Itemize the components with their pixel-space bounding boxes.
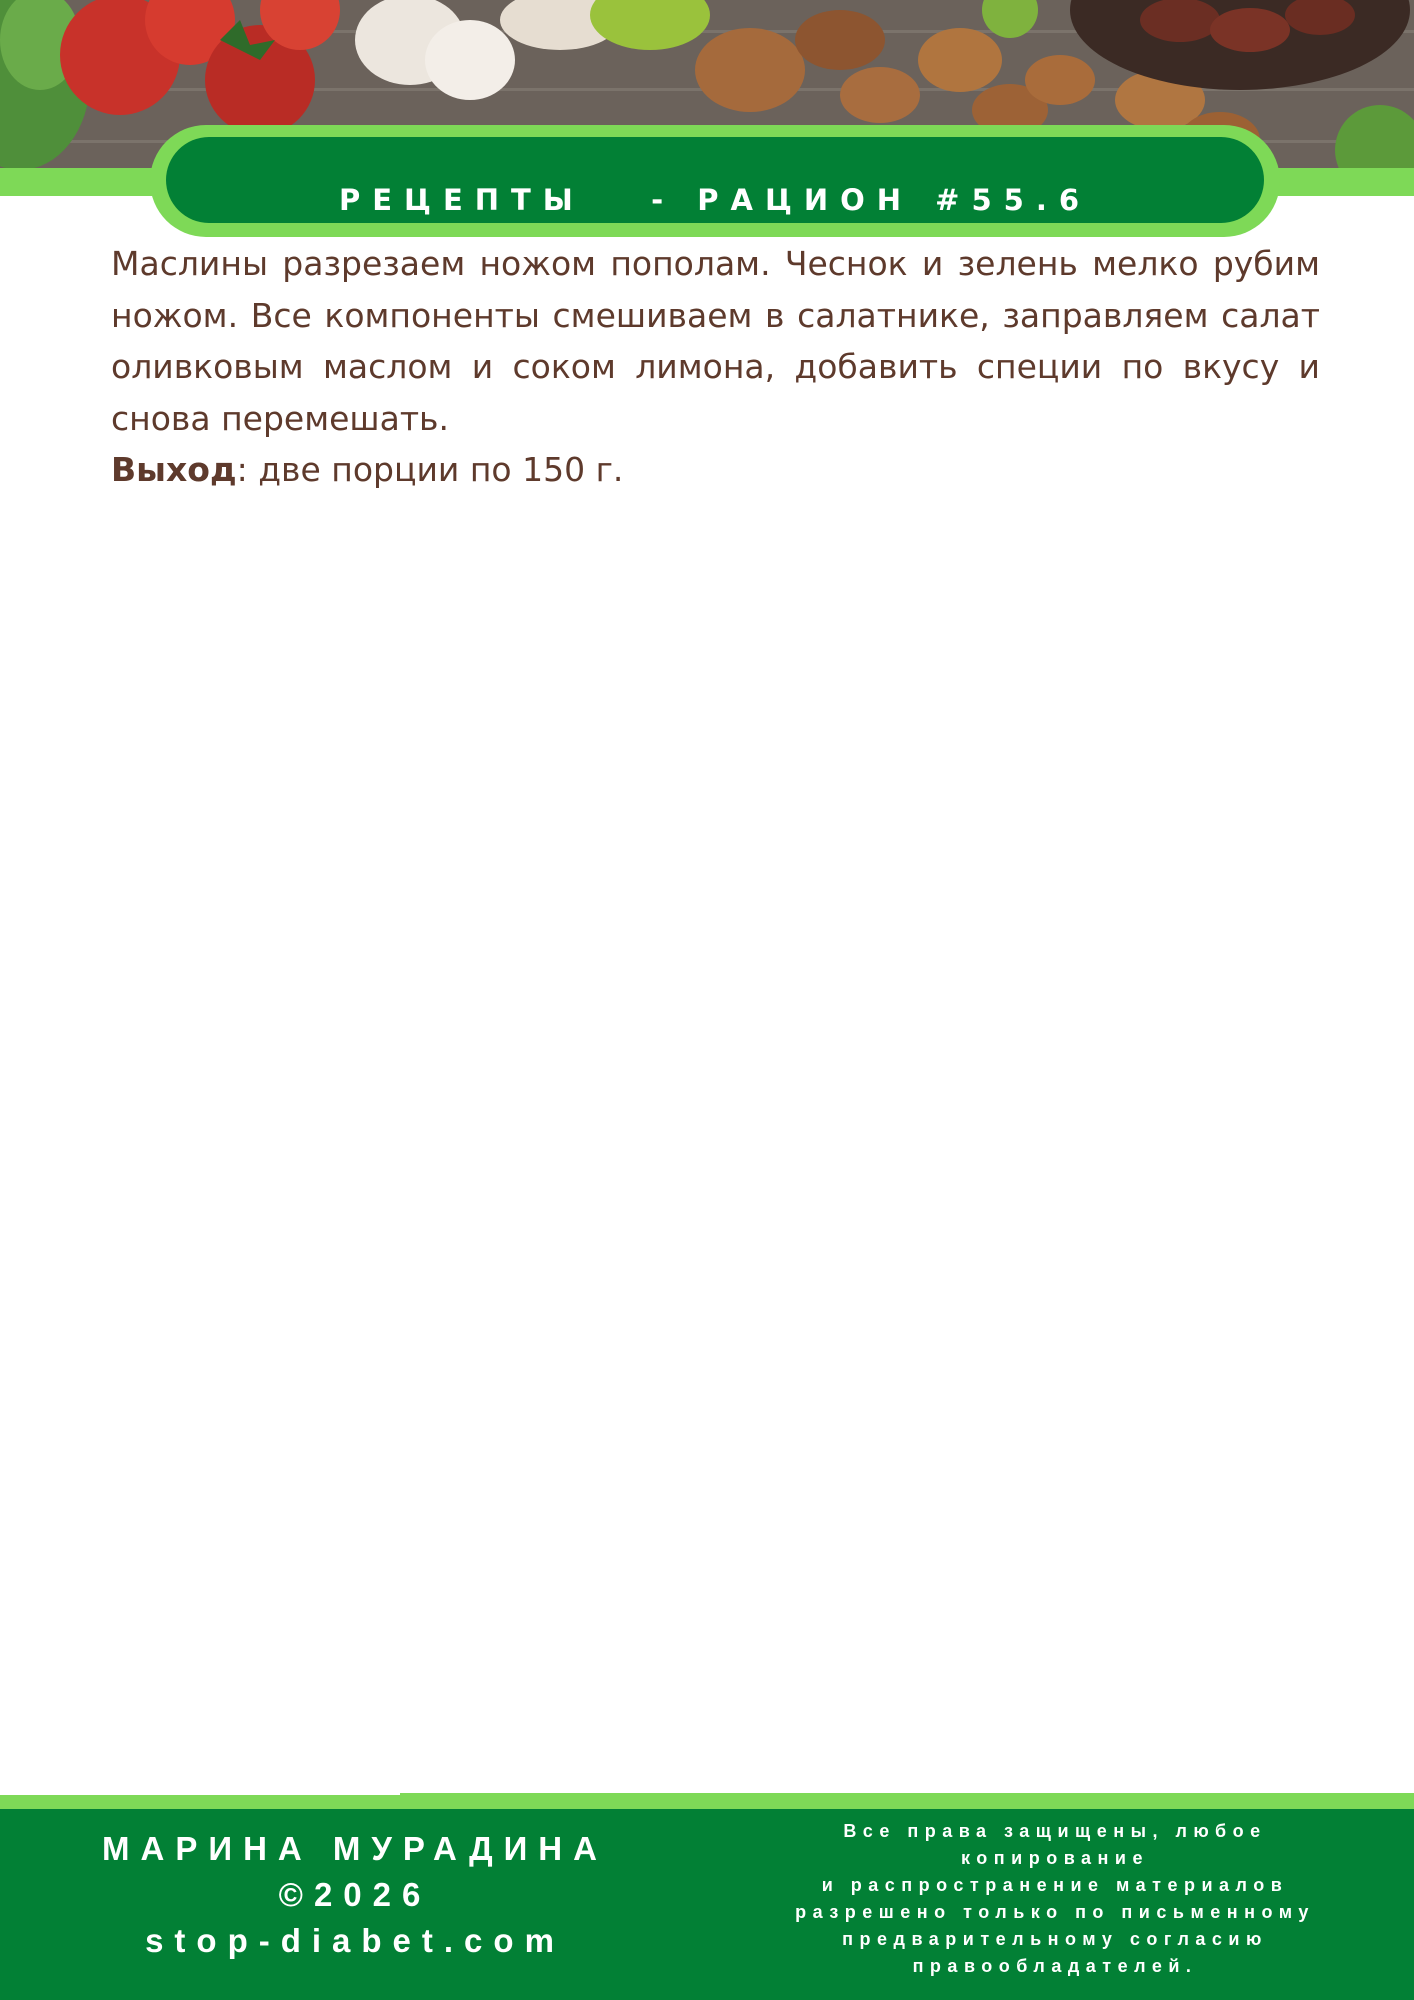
recipe-content [111,238,1320,496]
copyright: ©2026 [278,1876,432,1913]
page-title: РЕЦЕПТЫ - РАЦИОН #55.6 [338,183,1092,217]
rights-line: и распространение материалов [821,1875,1289,1895]
recipe-yield [111,444,1320,496]
rights-line: разрешено только по письменному [795,1902,1315,1922]
rights-line: предварительному согласию [842,1929,1268,1949]
footer-accent-strip-right [400,1793,1414,1809]
footer-author-block [0,1826,710,1964]
rights-line: копирование [961,1848,1149,1868]
website-link[interactable]: stop-diabet.com [145,1922,565,1959]
footer-accent-strip-left [0,1795,400,1809]
yield-value: : две порции по 150 г. [236,450,624,489]
rights-line: правообладателей. [912,1956,1198,1976]
footer-rights-notice [735,1818,1375,1980]
recipe-instructions: Маслины разрезаем ножом пополам. Чеснок и зелень мелко рубим ножом. Все компоненты смешиваем в салатнике, заправляем салат оливковым маслом и соком лимона, добавить специи по вкусу и снова перемешать. [111,244,1320,438]
author-name: МАРИНА МУРАДИНА [102,1830,608,1867]
rights-line: Все права защищены, любое [843,1821,1267,1841]
yield-label: Выход [111,450,237,489]
